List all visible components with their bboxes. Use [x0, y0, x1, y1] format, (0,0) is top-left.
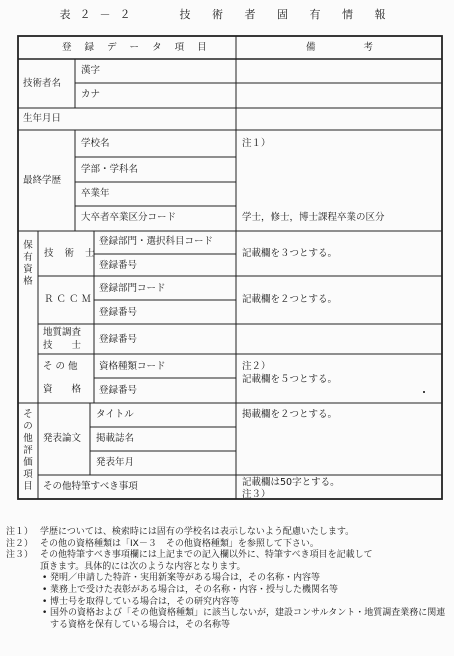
label-dept-code: 登録部門コード	[99, 283, 166, 294]
label-department: 学部・学科名	[81, 164, 139, 175]
label-engineer: 技 術 士	[44, 248, 99, 259]
label-other-notes: その他特筆すべき事項	[43, 481, 138, 492]
bullet-text: 発明／申請した特許・実用新案等がある場合は，その名称・内容等	[50, 573, 321, 584]
label-grad-code: 大卒者卒業区分コード	[81, 212, 177, 223]
bullet-item	[6, 597, 446, 609]
remark-rccm: 記載欄を２つとする。	[242, 294, 338, 305]
label-geo-line2: 技 士	[43, 340, 82, 351]
bullet-item	[6, 573, 446, 585]
footnote-1	[6, 527, 446, 539]
label-pub-date: 発表年月	[96, 457, 135, 468]
footnote-text: 学歴については、検索時には固有の学校名は表示しないよう配慮いたします。	[40, 527, 355, 537]
label-kana: カナ	[81, 89, 101, 100]
bullet-mark: •	[42, 584, 48, 595]
label-birthdate: 生年月日	[23, 113, 62, 124]
footnote-text: その他の資格種類は「IX－３ その他資格種類」を参照して下さい。	[40, 538, 319, 549]
bullet-text: 業務上で受けた表彰がある場合は，その名称・内容・授与した機関名等	[50, 584, 339, 595]
label-title: タイトル	[96, 409, 134, 420]
header-item-column: 登 録 デ ー タ 項 目	[62, 42, 212, 53]
label-reg-no-4: 登録番号	[99, 385, 138, 396]
label-dept-subject: 登録部門・選択科目コード	[99, 236, 214, 247]
label-type-code: 資格種類コード	[99, 361, 166, 372]
footnote-label: 注２）	[6, 538, 34, 549]
label-journal: 掲載誌名	[96, 433, 135, 444]
label-rccm: ＲＣＣＭ	[44, 294, 95, 305]
label-education: 最終学歴	[23, 175, 62, 186]
label-engineer-name: 技術者名	[23, 78, 62, 89]
bullet-mark: •	[42, 608, 48, 619]
label-other-line1: そ の 他	[43, 361, 78, 372]
label-reg-no-2: 登録番号	[99, 307, 138, 318]
bullet-item	[6, 608, 446, 631]
remark-paper: 掲載欄を２つとする。	[242, 409, 338, 420]
stray-mark	[423, 391, 425, 393]
label-other-line2: 資 格	[43, 384, 82, 395]
bullet-text: 博士号を取得している場合は，その研究内容等	[50, 596, 240, 607]
bullet-mark: •	[42, 596, 48, 607]
bullet-item	[6, 585, 446, 597]
footnote-2	[6, 539, 446, 551]
table-caption: 表２－２ 技 術 者 固 有 情 報	[59, 8, 395, 21]
label-grad-year: 卒業年	[81, 188, 110, 199]
footnotes	[6, 527, 446, 631]
label-qualification: 保 有 資 格	[23, 240, 33, 287]
remark-grad-code: 学士，修士，博士課程卒業の区分	[242, 212, 385, 223]
bullet-text: 国外の資格および「その他資格種類」に該当しないが，建設コンサルタント・地質調査業務に関連する資格を保有している場合は，その名称等	[50, 608, 446, 630]
label-reg-no-1: 登録番号	[99, 260, 138, 271]
footnote-text: その他特筆すべき事項欄には上記までの記入欄以外に、特筆すべき項目を記載して	[40, 550, 373, 561]
label-kanji: 漢字	[81, 65, 101, 76]
remark-school: 注１）	[242, 138, 271, 149]
footnote-3-continued: 頂きます。具体的には次のような内容となります。	[40, 561, 246, 572]
footnote-label: 注１）	[6, 527, 34, 537]
label-reg-no-3: 登録番号	[99, 334, 138, 345]
label-school-name: 学校名	[81, 138, 110, 149]
remark-notes-a: 記載欄は50字とする。	[242, 477, 340, 488]
remark-other-b: 記載欄を５つとする。	[242, 374, 338, 385]
footnote-label: 注３）	[6, 550, 34, 561]
remark-other-a: 注２）	[242, 361, 271, 372]
remark-engineer: 記載欄を３つとする。	[242, 248, 338, 259]
label-other-eval: そ の 他 評 価 項 目	[23, 409, 33, 492]
label-paper: 発表論文	[43, 433, 82, 444]
label-geo-line1: 地質調査	[43, 327, 82, 338]
bullet-mark: •	[42, 573, 48, 584]
footnote-3	[6, 550, 446, 562]
remark-notes-b: 注３）	[242, 489, 271, 500]
header-remarks-column: 備 考	[306, 42, 376, 53]
